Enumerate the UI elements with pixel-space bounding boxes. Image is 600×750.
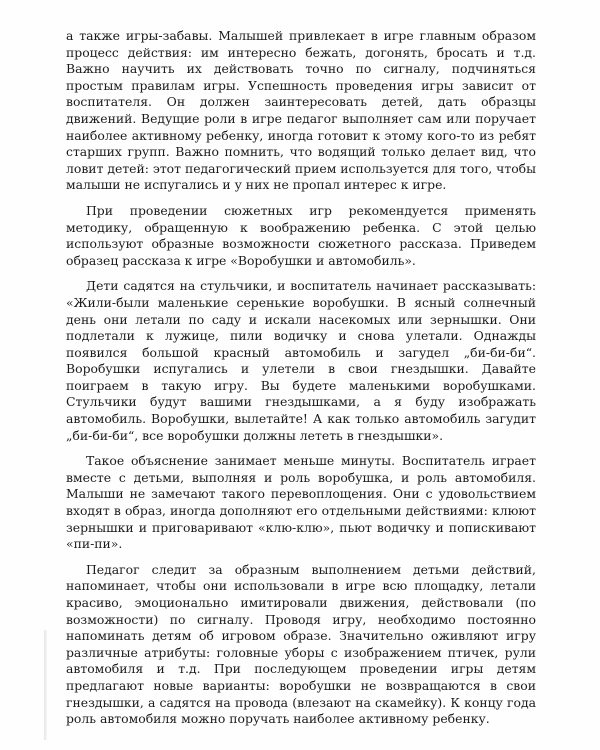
page-edge-shadow (44, 630, 47, 740)
paragraph: При проведении сюжетных игр рекомендуется применять методику, обращенную к воображению ребенка. С этой целью используют образные возможности сюжетного рассказа. Приведем образец рассказа к игре «Воробушки и автомобиль». (66, 202, 536, 268)
paragraph: Педагог следит за образным выполнением детьми действий, напоминает, чтобы они использовали в игре всю площадку, летали красиво, эмоционально имитировали движения, действовали (по возможности) по сигналу. Проводя игру, необходимо постоянно напоминать детям об игровом образе. Значительно оживляют игру различные атрибуты: головные уборы с изображением птичек, рули автомобиля и т.д. При последующем проведении игры детям предлагают новые варианты: воробушки не возвращаются в свои гнездышки, а садятся на провода (влезают на скамейку). К концу года роль автомобиля можно поручать наиболее активному ребенку. (66, 561, 536, 727)
paragraph: а также игры-забавы. Малышей привлекает в игре главным образом процесс действия: им интересно бежать, догонять, бросать и т.д. Важно научить их действовать точно по сигналу, подчиняться простым правилам игры. Успешность проведения игры зависит от воспитателя. Он должен заинтересовать детей, дать образцы движений. Ведущие роли в игре педагог выполняет сам или поручает наиболее активному ребенку, иногда готовит к этому кого-то из ребят старших групп. Важно помнить, что водящий только делает вид, что ловит детей: этот педагогический прием используется для того, чтобы малыши не испугались и у них не пропал интерес к игре. (66, 28, 536, 193)
paragraph: Такое объяснение занимает меньше минуты. Воспитатель играет вместе с детьми, выполняя и роль воробушка, и роль автомобиля. Малыши не замечают такого перевоплощения. Они с удовольствием входят в образ, иногда дополняют его отдельными действиями: клюют зернышки и приговаривают «клю-клю», пьют водичку и попискивают «пи-пи». (66, 453, 536, 552)
paragraph: Дети садятся на стульчики, и воспитатель начинает рассказывать: «Жили-были маленькие серенькие воробушки. В ясный солнечный день они летали по саду и искали насекомых или зернышки. Они подлетали к лужице, пили водичку и снова улетали. Однажды появился большой красный автомобиль и загудел „би-би-би“. Воробушки испугались и улетели в свои гнездышки. Давайте поиграем в такую игру. Вы будете маленькими воробушками. Стульчики будут вашими гнездышками, а я буду изображать автомобиль. Воробушки, вылетайте! А как только автомобиль загудит „би-би-би“, все воробушки должны лететь в гнездышки». (66, 278, 536, 443)
body-text (66, 28, 536, 737)
